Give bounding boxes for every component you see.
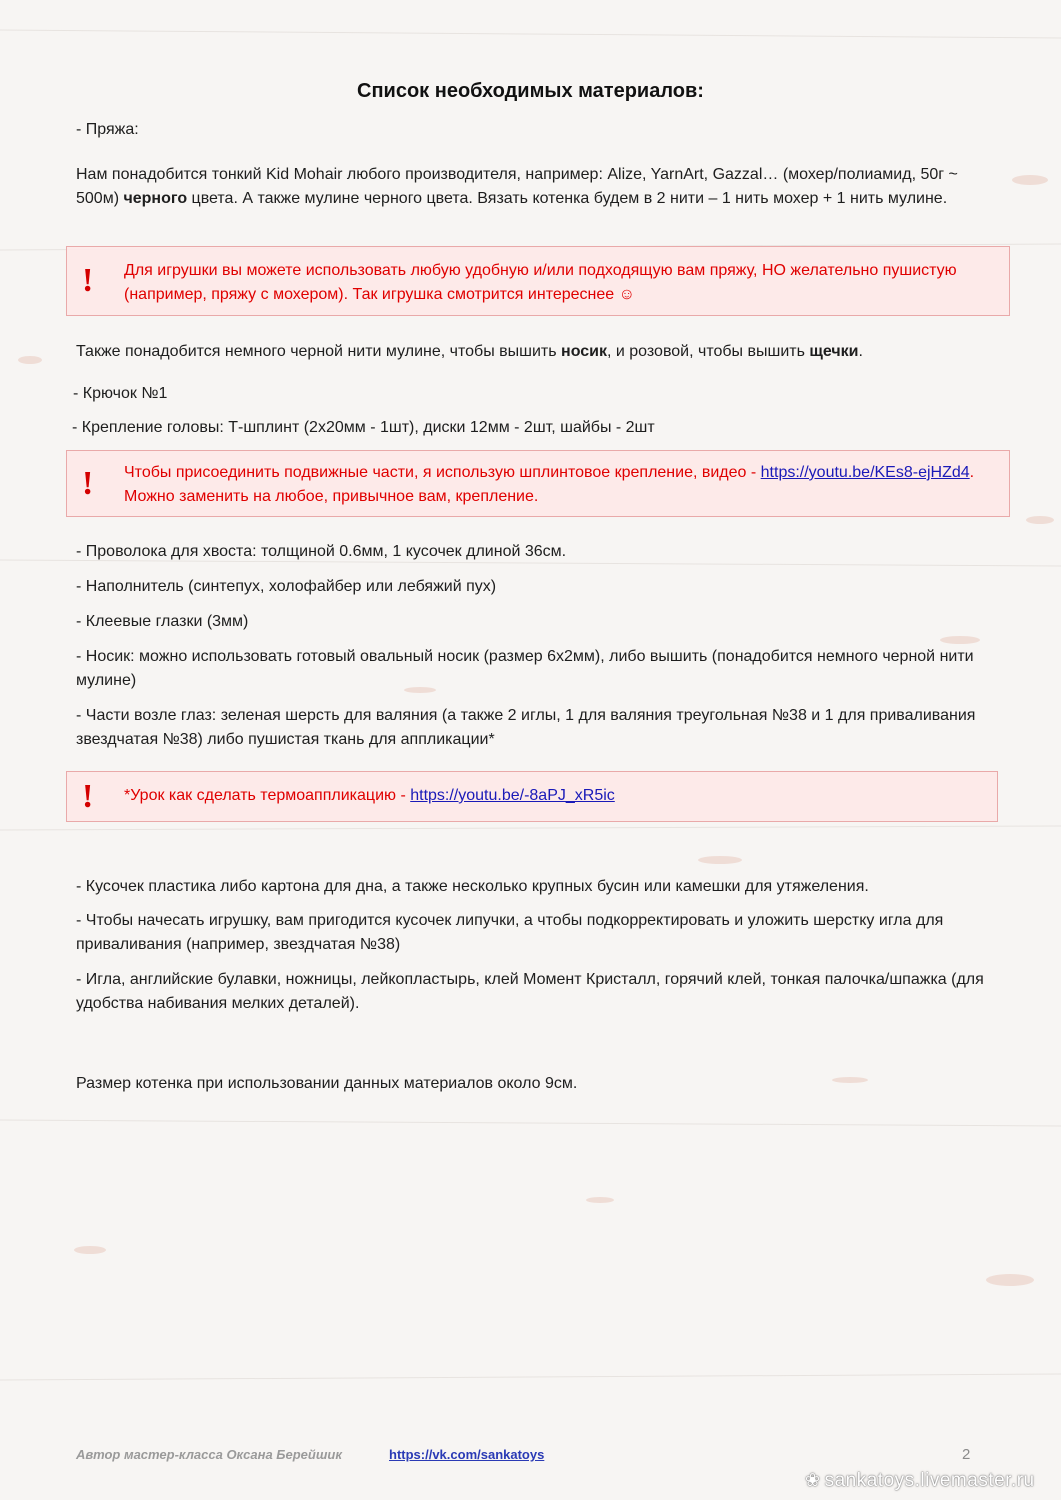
notice-applique-label: *Урок как сделать термоаппликацию - bbox=[124, 787, 411, 804]
exclamation-icon: ! bbox=[82, 777, 94, 815]
list-item: - Игла, английские булавки, ножницы, лейкопластырь, клей Момент Кристалл, горячий клей, тонкая палочка/шпажка (для удобства набивания мелких деталей). bbox=[76, 971, 984, 1012]
yarn-paragraph bbox=[76, 163, 991, 211]
yarn-color-bold: черного bbox=[123, 190, 188, 207]
hook-item: - Крючок №1 bbox=[73, 385, 168, 402]
watermark bbox=[805, 1470, 1035, 1492]
page-title: Список необходимых материалов: bbox=[357, 80, 704, 102]
yarn-text-1: Нам понадобится тонкий Kid Mohair любого производителя, например: Alize, YarnArt, Gazzal… (мохер/полиамид, 50г ~ 500м) bbox=[76, 166, 958, 207]
watermark-text: sankatoys.livemaster.ru bbox=[824, 1470, 1035, 1491]
video-link-mount[interactable]: https://youtu.be/KEs8-ejHZd4 bbox=[760, 464, 970, 481]
size-note: Размер котенка при использовании данных материалов около 9см. bbox=[76, 1075, 578, 1092]
notice-mount bbox=[66, 450, 1010, 517]
list-item: - Клеевые глазки (3мм) bbox=[76, 613, 249, 630]
yarn-heading: - Пряжа: bbox=[76, 121, 139, 138]
notice-applique-text bbox=[124, 784, 983, 808]
nose-bold: носик bbox=[561, 343, 607, 360]
thread-text-1: Также понадобится немного черной нити мулине, чтобы вышить bbox=[76, 343, 562, 360]
notice-applique bbox=[66, 771, 998, 822]
list-item: - Наполнитель (синтепух, холофайбер или лебяжий пух) bbox=[76, 578, 497, 595]
video-link-applique[interactable]: https://youtu.be/-8aPJ_xR5ic bbox=[410, 787, 615, 804]
cheeks-bold: щечки bbox=[809, 343, 859, 360]
head-mount-item: - Крепление головы: Т-шплинт (2х20мм - 1шт), диски 12мм - 2шт, шайбы - 2шт bbox=[72, 419, 655, 436]
page-number: 2 bbox=[962, 1446, 971, 1463]
footer-vk-link[interactable]: https://vk.com/sankatoys bbox=[389, 1447, 545, 1462]
thread-text-3: . bbox=[858, 343, 863, 360]
list-item: - Проволока для хвоста: толщиной 0.6мм, 1 кусочек длиной 36см. bbox=[76, 543, 567, 560]
thread-text-2: , и розовой, чтобы вышить bbox=[607, 343, 810, 360]
list-item: - Чтобы начесать игрушку, вам пригодится кусочек липучки, а чтобы подкорректировать и уложить шерстку игла для приваливания (например, звездчатая №38) bbox=[76, 912, 944, 953]
flower-icon: ❀ bbox=[805, 1470, 821, 1490]
exclamation-icon: ! bbox=[82, 464, 94, 502]
thread-paragraph bbox=[76, 340, 991, 364]
footer-author: Автор мастер-класса Оксана Берейшик bbox=[76, 1447, 342, 1462]
list-item: - Кусочек пластика либо картона для дна, а также несколько крупных бусин или камешки для утяжеления. bbox=[76, 878, 869, 895]
list-item: - Носик: можно использовать готовый овальный носик (размер 6х2мм), либо вышить (понадобится немного черной нити мулине) bbox=[76, 648, 974, 689]
notice-mount-text bbox=[124, 461, 995, 509]
notice-yarn bbox=[66, 246, 1010, 316]
notice-yarn-text: Для игрушки вы можете использовать любую удобную и/или подходящую вам пряжу, НО желательно пушистую (например, пряжу с мохером). Так игрушка смотрится интереснее ☺ bbox=[124, 262, 957, 303]
notice-mount-text-2: . Можно заменить на любое, привычное вам, крепление. bbox=[124, 464, 975, 505]
notice-mount-text-1: Чтобы присоединить подвижные части, я использую шплинтовое крепление, видео - bbox=[124, 464, 761, 481]
list-item: - Части возле глаз: зеленая шерсть для валяния (а также 2 иглы, 1 для валяния треугольная №38 и 1 для приваливания звездчатая №38) либо пушистая ткань для аппликации* bbox=[76, 707, 976, 748]
exclamation-icon: ! bbox=[82, 262, 94, 299]
yarn-text-2: цвета. А также мулине черного цвета. Вязать котенка будем в 2 нити – 1 нить мохер + 1 нить мулине. bbox=[187, 190, 948, 207]
